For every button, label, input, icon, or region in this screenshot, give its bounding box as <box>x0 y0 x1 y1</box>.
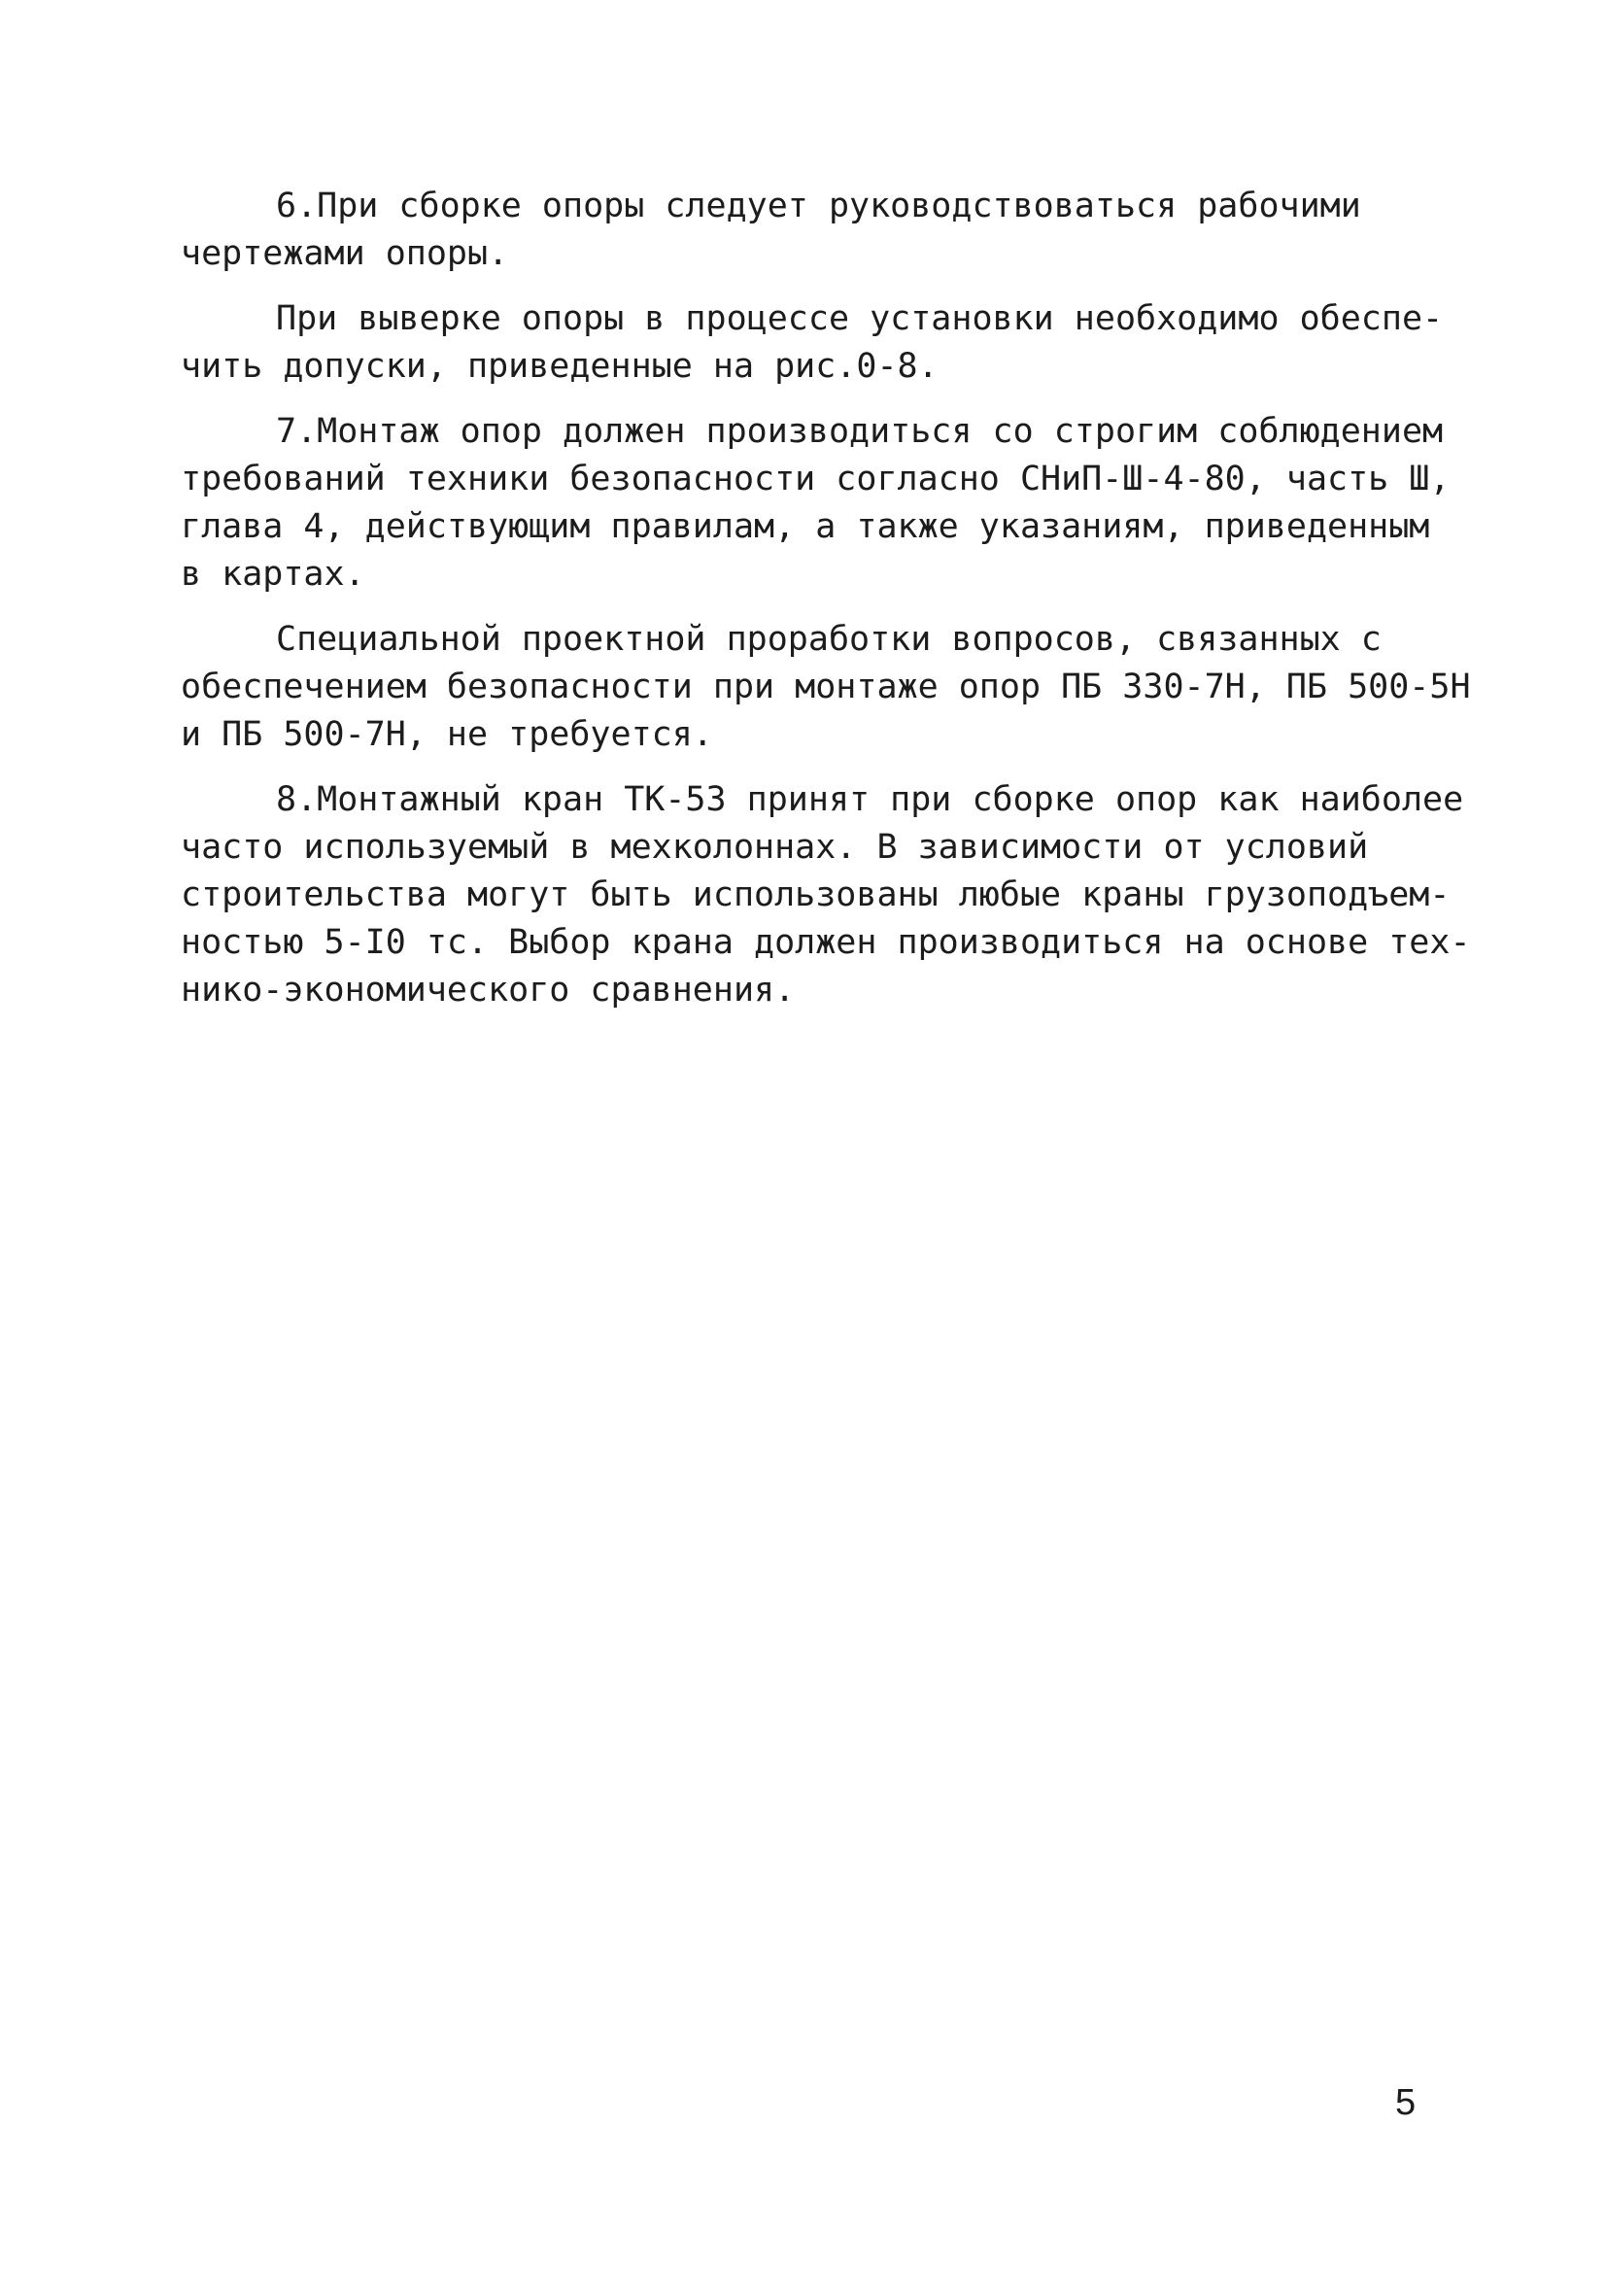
paragraph-7 <box>181 408 1451 599</box>
text-line: 6.При сборке опоры следует руководствоваться рабочими <box>276 187 1361 225</box>
text-line: нико-экономического сравнения. <box>181 971 796 1010</box>
paragraph-6 <box>181 183 1434 278</box>
text-line: чертежами опоры. <box>181 234 509 273</box>
text-line: 8.Монтажный кран ТК-53 принят при сборке опор как наиболее <box>276 780 1464 819</box>
text-line: строительства могут быть использованы любые краны грузоподъем- <box>181 875 1451 914</box>
text-line: При выверке опоры в процессе установки необходимо обеспе- <box>276 299 1444 338</box>
text-line: обеспечением безопасности при монтаже опор ПБ 330-7Н, ПБ 500-5Н <box>181 668 1471 706</box>
text-line: и ПБ 500-7Н, не требуется. <box>181 715 713 754</box>
text-line: чить допуски, приведенные на рис.0-8. <box>181 347 939 386</box>
page-number: 5 <box>1395 2082 1417 2123</box>
paragraph-8 <box>181 776 1471 1014</box>
paragraph-7-safety <box>181 616 1471 759</box>
text-line: в картах. <box>181 555 365 594</box>
text-line: 7.Монтаж опор должен производиться со строгим соблюдением <box>276 412 1444 451</box>
text-line: часто используемый в мехколоннах. В зависимости от условий <box>181 828 1369 867</box>
text-line: ностью 5-I0 тс. Выбор крана должен производиться на основе тех- <box>181 923 1471 962</box>
text-line: требований техники безопасности согласно СНиП-Ш-4-80, часть Ш, <box>181 460 1451 498</box>
body-text <box>181 183 1471 1032</box>
text-line: глава 4, действующим правилам, а также указаниям, приведенным <box>181 507 1430 546</box>
paragraph-6-verification <box>181 295 1444 391</box>
text-line: Специальной проектной проработки вопросов, связанных с <box>276 620 1382 659</box>
